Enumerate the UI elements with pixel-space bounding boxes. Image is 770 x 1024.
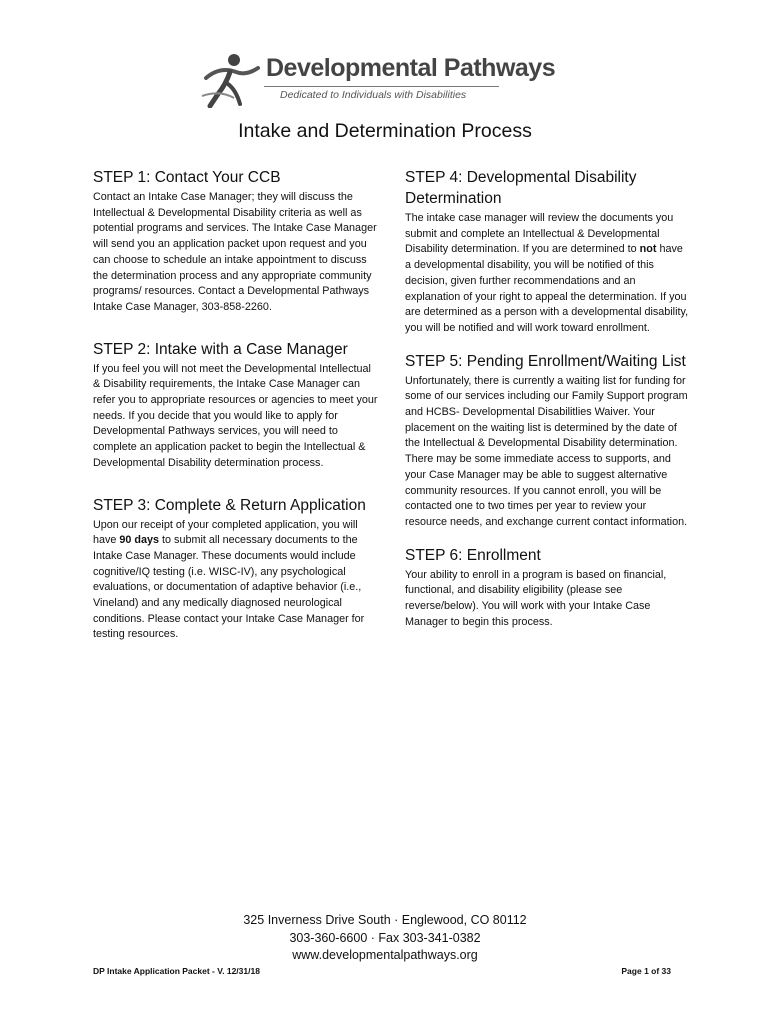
logo bbox=[200, 46, 556, 110]
step-body: Unfortunately, there is currently a waiting list for funding for some of our services including our Family Support program and HCBS- Developmental Disabilitlies Waiver. Your placement on the waiting list is determined by the date of the Intellectual & Developmental Disability determination. There may be some immediate access to supports, and your Case Manager may be able to suggest alternative community resources. If you cannot enroll, you will be contacted one to two times per year to review your resource needs, and exchange current contact information. bbox=[405, 374, 688, 528]
packet-version: DP Intake Application Packet - V. 12/31/18 bbox=[93, 966, 260, 976]
right-column bbox=[405, 167, 690, 653]
step-body: Upon our receipt of your completed application, you will have 90 days to submit all necessary documents to the Intake Case Manager. These documents would include cognitive/IQ testing (i.e. WISC-IV), any psychological evaluations, or documentation of adaptive behavior (i.e., Vineland) and any medically diagnosed neurological conditions. Please contact your Intake Case Manager for testing resources. bbox=[93, 518, 365, 641]
logo-divider bbox=[264, 86, 499, 87]
step-heading: STEP 6: Enrollment bbox=[405, 546, 541, 564]
step-heading: STEP 2: Intake with a Case Manager bbox=[93, 340, 348, 358]
step-heading: STEP 4: Developmental Disability Determination bbox=[405, 169, 637, 207]
person-figure-icon bbox=[200, 50, 266, 108]
step-body: Contact an Intake Case Manager; they will discuss the Intellectual & Developmental Disability criteria as well as potential programs and services. The Intake Case Manager will send you an application packet upon request and you can choose to schedule an intake appointment to discuss the determination process and any appropriate community programs/ resources. Contact a Developmental Pathways Intake Case Manager, 303-858-2260. bbox=[93, 191, 377, 313]
step-heading: STEP 5: Pending Enrollment/Waiting List bbox=[405, 352, 686, 370]
phone-fax: 303-360-6600 · Fax 303-341-0382 bbox=[289, 930, 481, 945]
website-link[interactable]: www.developmentalpathways.org bbox=[292, 948, 478, 962]
footer-contact bbox=[0, 912, 770, 965]
step-3 bbox=[93, 495, 378, 644]
step-heading: STEP 1: Contact Your CCB bbox=[93, 169, 281, 186]
step-4 bbox=[405, 167, 690, 337]
page-number: Page 1 of 33 bbox=[621, 966, 671, 976]
step-5 bbox=[405, 351, 690, 531]
page-title: Intake and Determination Process bbox=[238, 120, 532, 142]
emphasis-not: not bbox=[639, 243, 657, 256]
logo-tagline: Dedicated to Individuals with Disabilities bbox=[280, 89, 467, 101]
step-1 bbox=[93, 167, 378, 316]
step-6 bbox=[405, 545, 690, 631]
logo-name: Developmental Pathways bbox=[266, 54, 556, 82]
step-body: If you feel you will not meet the Developmental Intellectual & Disability requirements, the Intake Case Manager can refer you to appropriate resources or agencies to meet your needs. If you decide that you would like to apply for Developmental Pathways services, you will need to complete an application packet to begin the Intellectual & Developmental Disability determination process. bbox=[93, 362, 378, 469]
step-heading: STEP 3: Complete & Return Application bbox=[93, 496, 366, 514]
step-body: Your ability to enroll in a program is based on financial, functional, and disability eligibility (please see reverse/below). You will work with your Intake Case Manager to begin this process. bbox=[405, 568, 667, 628]
address: 325 Inverness Drive South · Englewood, CO 80112 bbox=[243, 913, 527, 927]
step-body: The intake case manager will review the documents you submit and complete an Intellectual & Developmental Disability determination. If you are determined to not have a developmental disability, you will be notified of this decision, given further recommendations and an explanation of your right to appeal the determination. If you are determined as a person with a developmental disability, you will be notified and will work toward enrollment. bbox=[405, 212, 689, 334]
emphasis-days: 90 days bbox=[119, 534, 160, 547]
step-2 bbox=[93, 339, 378, 472]
left-column bbox=[93, 167, 378, 666]
